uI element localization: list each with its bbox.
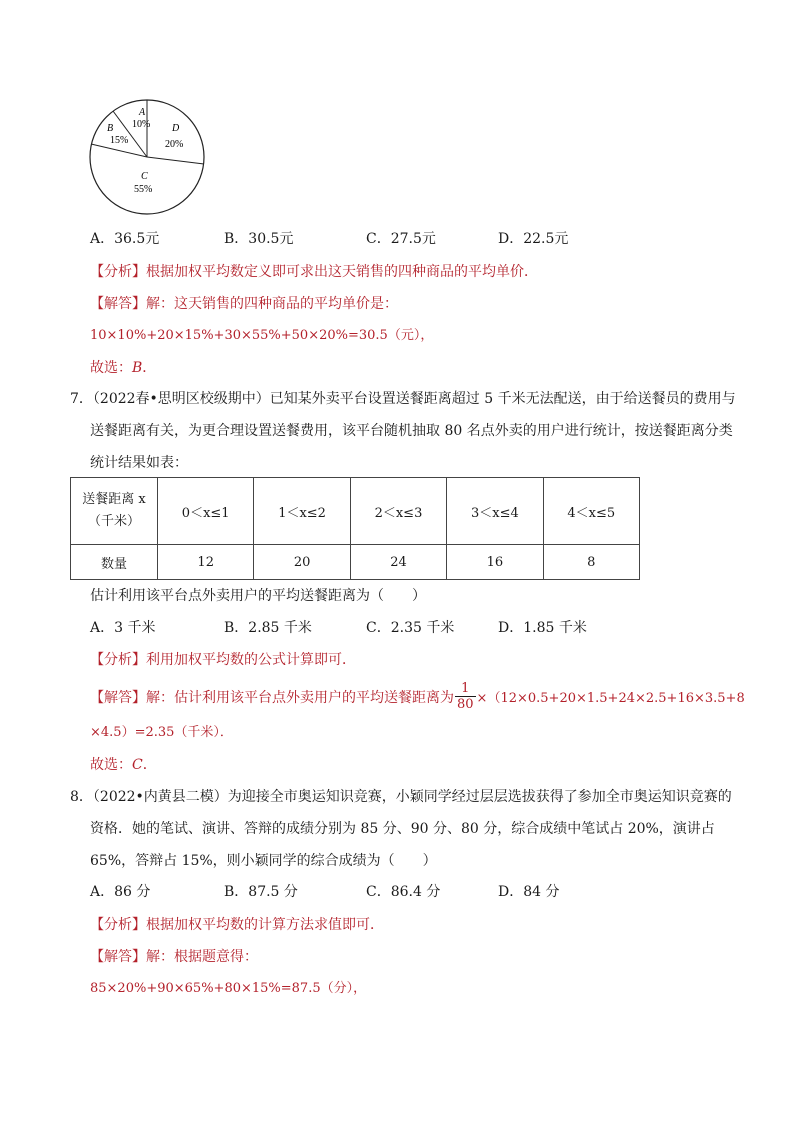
q7-analysis-text: 利用加权平均数的公式计算即可． [146,652,356,668]
q8-option-d: D．84 分 [498,884,560,900]
q8-stem-line-2: 资格．她的笔试、演讲、答辩的成绩分别为 85 分、90 分、80 分，综合成绩中笔试占 20%，演讲占 [90,821,715,837]
table-header-label [71,478,158,545]
q7-option-d: D．1.85 千米 [498,620,587,636]
q7-stem-line-2: 送餐距离有关，为更合理设置送餐费用，该平台随机抽取 80 名点外卖的用户进行统计，按送餐距离分类 [90,423,733,439]
q7-answer [90,682,745,715]
pie-label-c: C [141,171,148,182]
pie-label-b: B [107,123,114,134]
q8-answer [90,947,258,967]
pie-chart [88,96,208,195]
pie-value-b: 15% [110,135,129,146]
q6-option-a: A．36.5元 [90,231,160,247]
q7-conclusion-letter: C [132,757,143,773]
table-range-2: 1＜x≤2 [254,478,350,545]
q6-analysis-text: 根据加权平均数定义即可求出这天销售的四种商品的平均单价． [146,264,538,280]
q6-answer-text: 解：这天销售的四种商品的平均单价是： [146,296,398,312]
q8-analysis-text: 根据加权平均数的计算方法求值即可． [146,917,384,933]
q6-conclusion [90,358,156,378]
table-count-1: 12 [158,545,254,580]
q8-answer-text: 解：根据题意得： [146,949,258,965]
q6-option-d: D．22.5元 [498,231,569,247]
header-unit-text: （千米） [87,514,140,529]
table-count-3: 24 [350,545,446,580]
q7-conclusion-suffix: ． [142,757,157,773]
q7-answer-tag: 【解答】 [90,690,146,706]
table-range-5: 4＜x≤5 [543,478,639,545]
q6-conclusion-prefix: 故选： [90,360,132,376]
q7-option-c: C．2.35 千米 [366,620,455,636]
pie-label-a: A [139,107,146,118]
q8-option-b: B．87.5 分 [224,884,298,900]
q8-stem-line-1: 8．（2022•内黄县二模）为迎接全市奥运知识竞赛，小颖同学经过层层选拔获得了参加全市奥运知识竞赛的 [70,789,732,805]
table-count-row [71,545,640,580]
table-count-5: 8 [543,545,639,580]
table-header-row [71,478,640,545]
q7-fraction [455,681,476,712]
q7-analysis [90,650,356,670]
q6-conclusion-suffix: ． [142,360,157,376]
q7-stem-line-1: 7．（2022春•思明区校级期中）已知某外卖平台设置送餐距离超过 5 千米无法配送，由于给送餐员的费用与 [70,391,736,407]
pie-value-d: 20% [165,139,184,150]
q6-option-c: C．27.5元 [366,231,436,247]
q6-analysis-tag: 【分析】 [90,264,146,280]
q6-analysis [90,262,538,282]
q7-option-a: A．3 千米 [90,620,156,636]
q8-formula: 85×20%+90×65%+80×15%=87.5（分）， [90,981,367,996]
q6-conclusion-letter: B [132,360,143,376]
table-range-3: 2＜x≤3 [350,478,446,545]
q7-answer-expression: ×（12×0.5+20×1.5+24×2.5+16×3.5+8 [476,691,745,706]
q7-conclusion-prefix: 故选： [90,757,132,773]
q7-fraction-denominator: 80 [457,696,474,712]
q7-stem-line-3: 统计结果如表： [90,455,188,471]
table-range-4: 3＜x≤4 [447,478,543,545]
q6-answer-tag: 【解答】 [90,296,146,312]
pie-value-c: 55% [134,184,153,195]
q8-answer-tag: 【解答】 [90,949,146,965]
table-range-1: 0＜x≤1 [158,478,254,545]
q6-option-b: B．30.5元 [224,231,294,247]
pie-divider-c-d [147,157,204,164]
pie-label-d: D [172,123,180,134]
q7-answer-continuation: ×4.5）=2.35（千米）． [90,725,233,740]
table-count-label: 数量 [71,545,158,580]
q8-stem-line-3: 65%，答辩占 15%，则小颖同学的综合成绩为（ ） [90,853,437,869]
q8-option-a: A．86 分 [90,884,151,900]
q7-option-b: B．2.85 千米 [224,620,312,636]
q6-answer [90,294,398,314]
q7-answer-prefix: 解：估计利用该平台点外卖用户的平均送餐距离为 [146,690,454,706]
q7-question: 估计利用该平台点外卖用户的平均送餐距离为（ ） [90,588,426,604]
q7-conclusion [90,755,157,775]
q8-analysis-tag: 【分析】 [90,917,146,933]
header-label-text: 送餐距离 x [82,492,146,507]
q8-analysis [90,915,384,935]
pie-value-a: 10% [132,119,151,130]
distance-table [70,477,640,580]
table-count-2: 20 [254,545,350,580]
q7-fraction-numerator: 1 [455,681,476,697]
table-count-4: 16 [447,545,543,580]
q7-analysis-tag: 【分析】 [90,652,146,668]
q6-formula: 10×10%+20×15%+30×55%+50×20%=30.5（元）， [90,328,434,343]
q8-option-c: C．86.4 分 [366,884,441,900]
